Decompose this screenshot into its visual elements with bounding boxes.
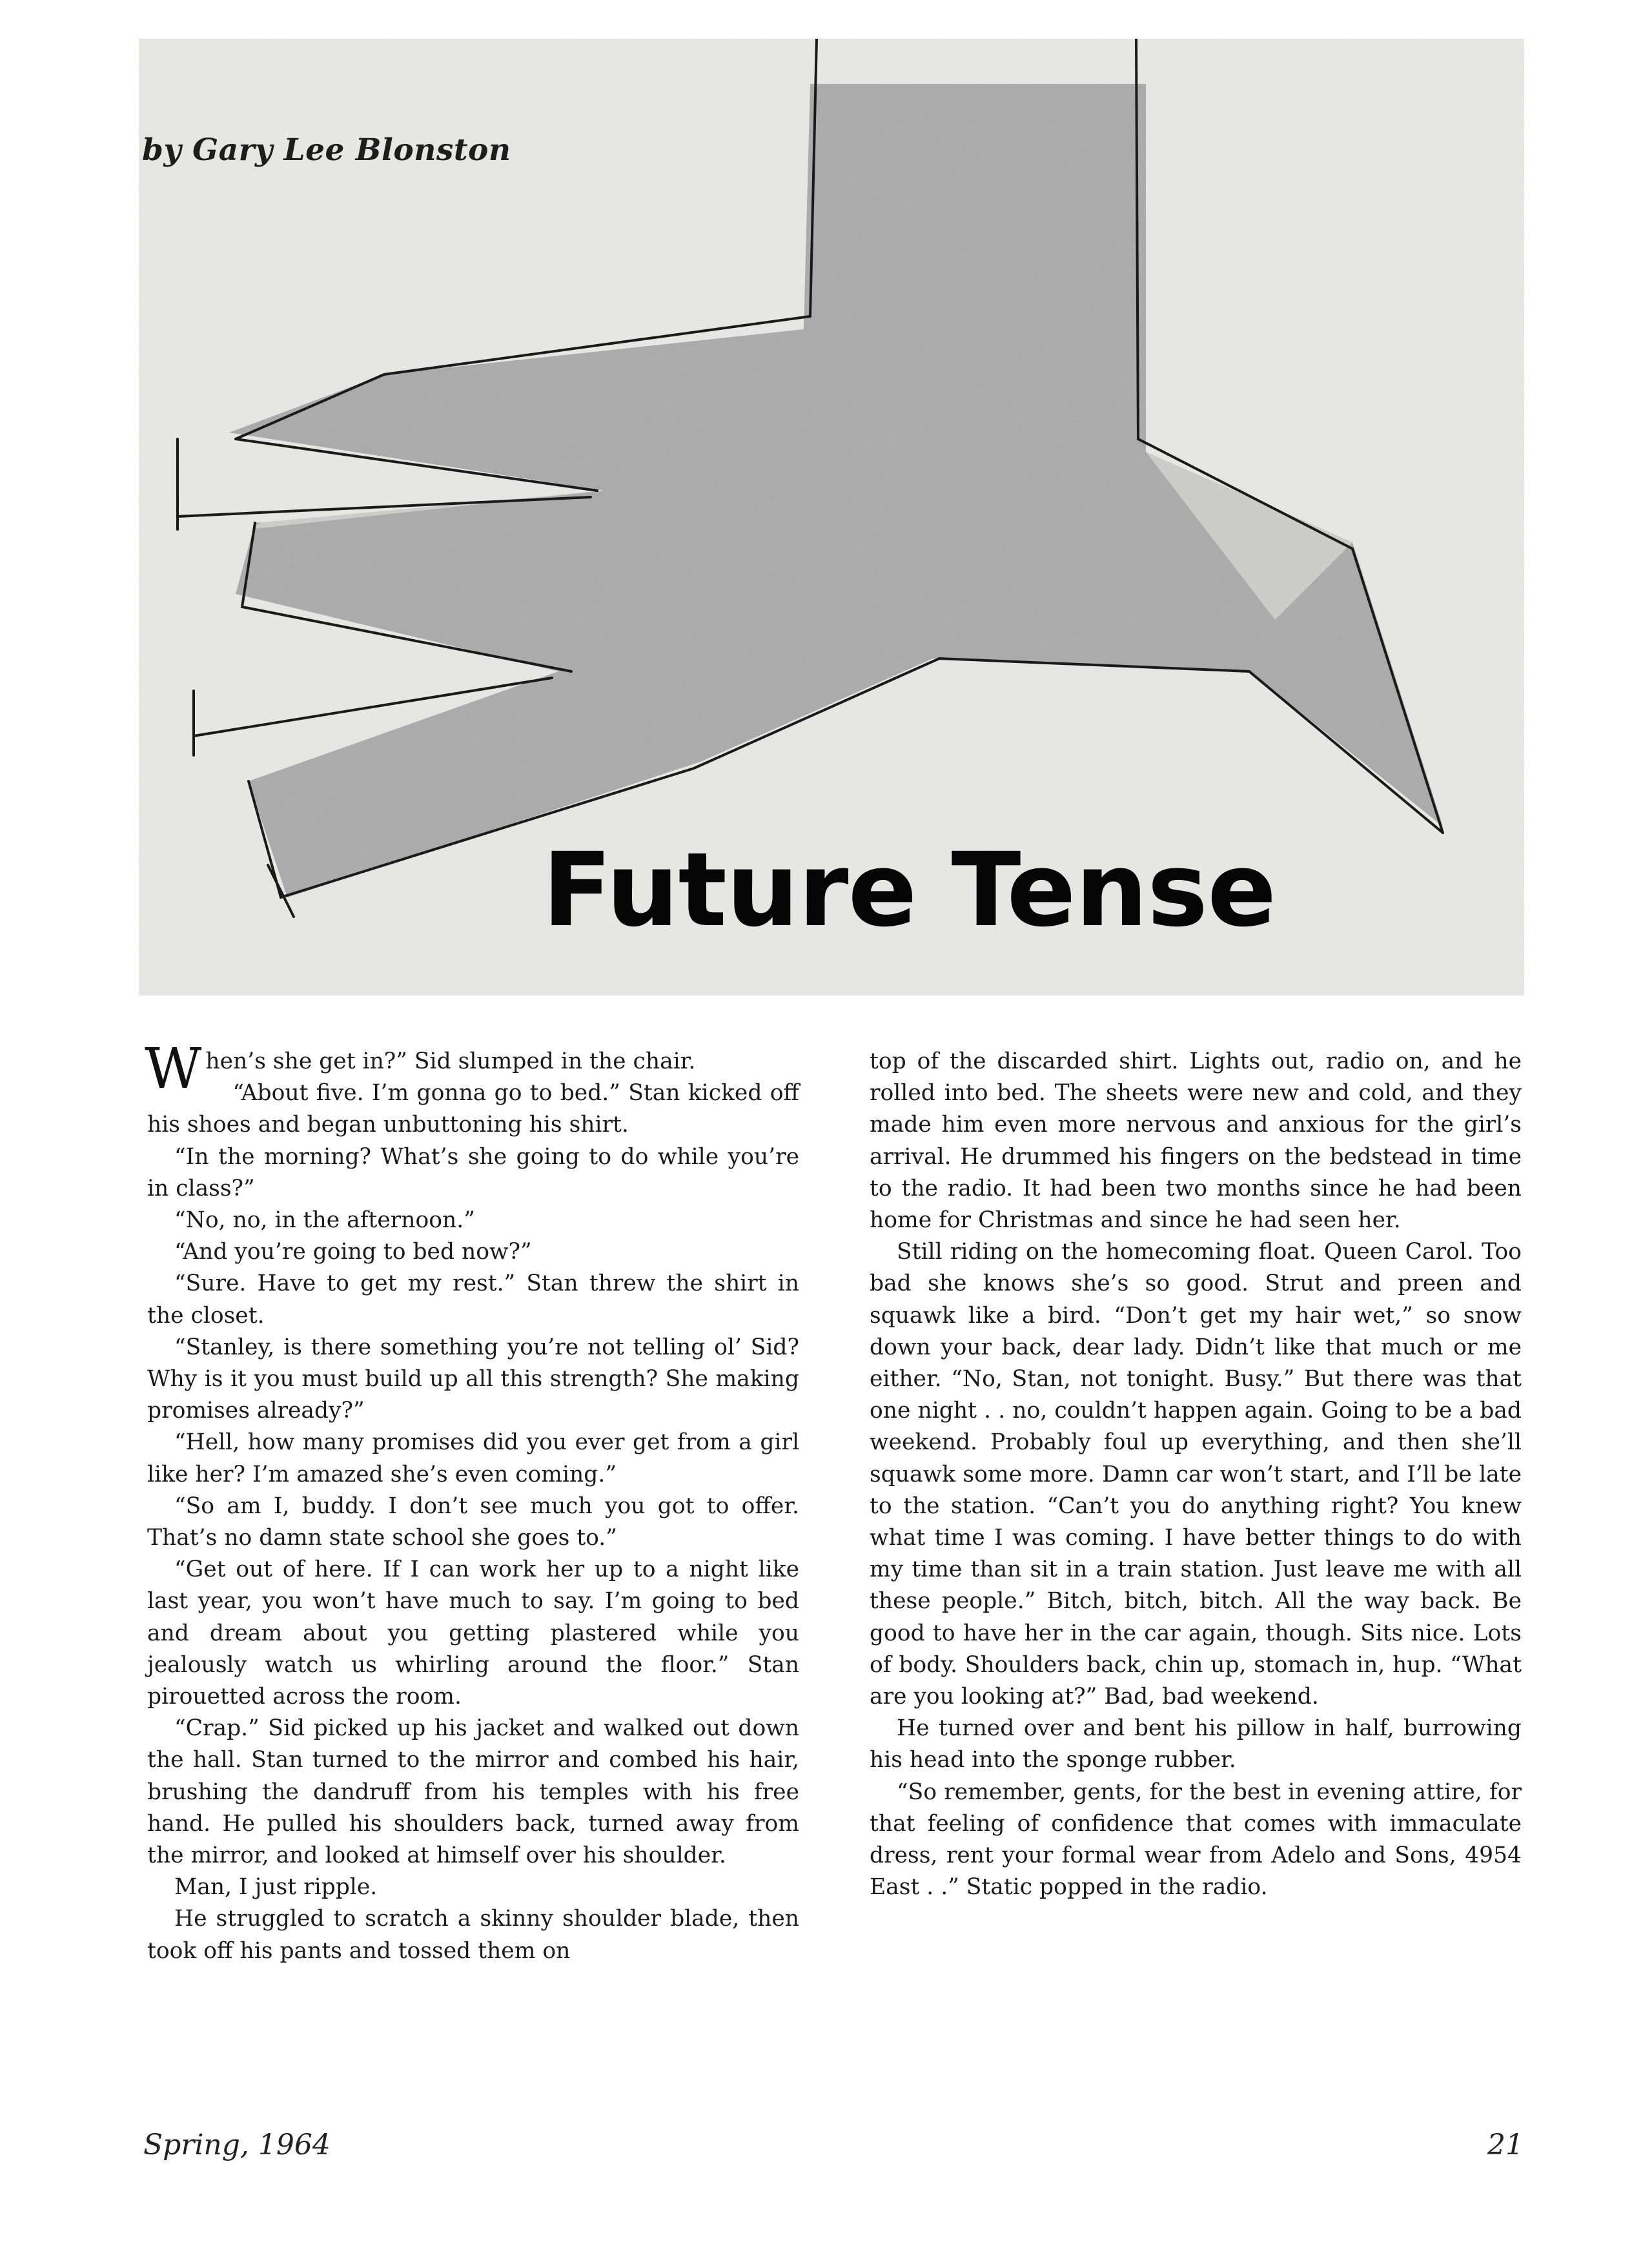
paragraph	[145, 1037, 799, 1101]
story-column-left	[145, 1037, 799, 1967]
story-column-right	[870, 1046, 1522, 1903]
issue-date: Spring, 1964	[143, 2129, 331, 2161]
paragraph: Still riding on the homecoming float. Queen Carol. Too bad she knows she’s so good. Strut and preen and squawk like a bird. “Don’t get my hair wet,” so snow down your back, dear lady. Didn’t like that much or me either. “No, Stan, not tonight. Busy.” But there was that one night . . no, couldn’t happen again. Going to be a bad weekend. Probably foul up everything, and then she’ll squawk some more. Damn car won’t start, and I’ll be late to the station. “Can’t you do anything right? You knew what time I was coming. I have better things to do with my time than sit in a train station. Just leave me with all these people.” Bitch, bitch, bitch. All the way back. Be good to have her in the car again, though. Sits nice. Lots of body. Shoulders back, chin up, stomach in, hup. “What are you looking at?” Bad, bad weekend.	[870, 1239, 1522, 1710]
paragraph: “And you’re going to bed now?”	[174, 1239, 532, 1265]
paragraph: “Sure. Have to get my rest.” Stan threw the shirt in the closet.	[147, 1271, 799, 1329]
drop-cap: W	[145, 1037, 202, 1101]
paragraph: Man, I just ripple.	[174, 1874, 378, 1901]
paragraph: “So am I, buddy. I don’t see much you got to offer. That’s no damn state school she goes to.”	[147, 1493, 799, 1551]
header-illustration	[139, 39, 1524, 995]
paragraph: “In the morning? What’s she going to do while you’re in class?”	[147, 1143, 799, 1201]
paragraph: “About five. I’m gonna go to bed.” Stan kicked off his shoes and began unbuttoning his shirt.	[147, 1080, 799, 1138]
paragraph: He turned over and bent his pillow in half, burrowing his head into the sponge rubber.	[870, 1715, 1522, 1773]
page-title: Future Tense	[542, 831, 1276, 950]
paragraph: “No, no, in the afternoon.”	[174, 1207, 475, 1234]
page-number: 21	[1487, 2129, 1524, 2161]
paragraph: “Stanley, is there something you’re not telling ol’ Sid? Why is it you must build up all this strength? She making promises already?”	[147, 1334, 799, 1424]
paragraph: He struggled to scratch a skinny shoulder blade, then took off his pants and tossed them on	[147, 1906, 799, 1964]
paragraph: “So remember, gents, for the best in evening attire, for that feeling of confidence that comes with immaculate dress, rent your formal wear from Adelo and Sons, 4954 East . .” Static popped in the radio.	[870, 1779, 1522, 1901]
paragraph-text: hen’s she get in?” Sid slumped in the chair.	[205, 1048, 696, 1074]
paragraph: “Get out of here. If I can work her up to a night like last year, you won’t have much to say. I’m going to bed and dream about you getting plastered while you jealously watch us whirling around the floor.” Stan pirouetted across the room.	[147, 1557, 799, 1710]
paragraph: “Hell, how many promises did you ever get from a girl like her? I’m amazed she’s even coming.”	[147, 1429, 799, 1487]
paragraph: top of the discarded shirt. Lights out, radio on, and he rolled into bed. The sheets were new and cold, and they made him even more nervous and anxious for the girl’s arrival. He drummed his fingers on the bedstead in time to the radio. It had been two months since he had been home for Christmas and since he had seen her.	[870, 1048, 1522, 1234]
paragraph: “Crap.” Sid picked up his jacket and walked out down the hall. Stan turned to the mirror and combed his hair, brushing the dandruff from his temples with his free hand. He pulled his shoulders back, turned away from the mirror, and looked at himself over his shoulder.	[147, 1715, 799, 1869]
byline: by Gary Lee Blonston	[142, 132, 511, 168]
